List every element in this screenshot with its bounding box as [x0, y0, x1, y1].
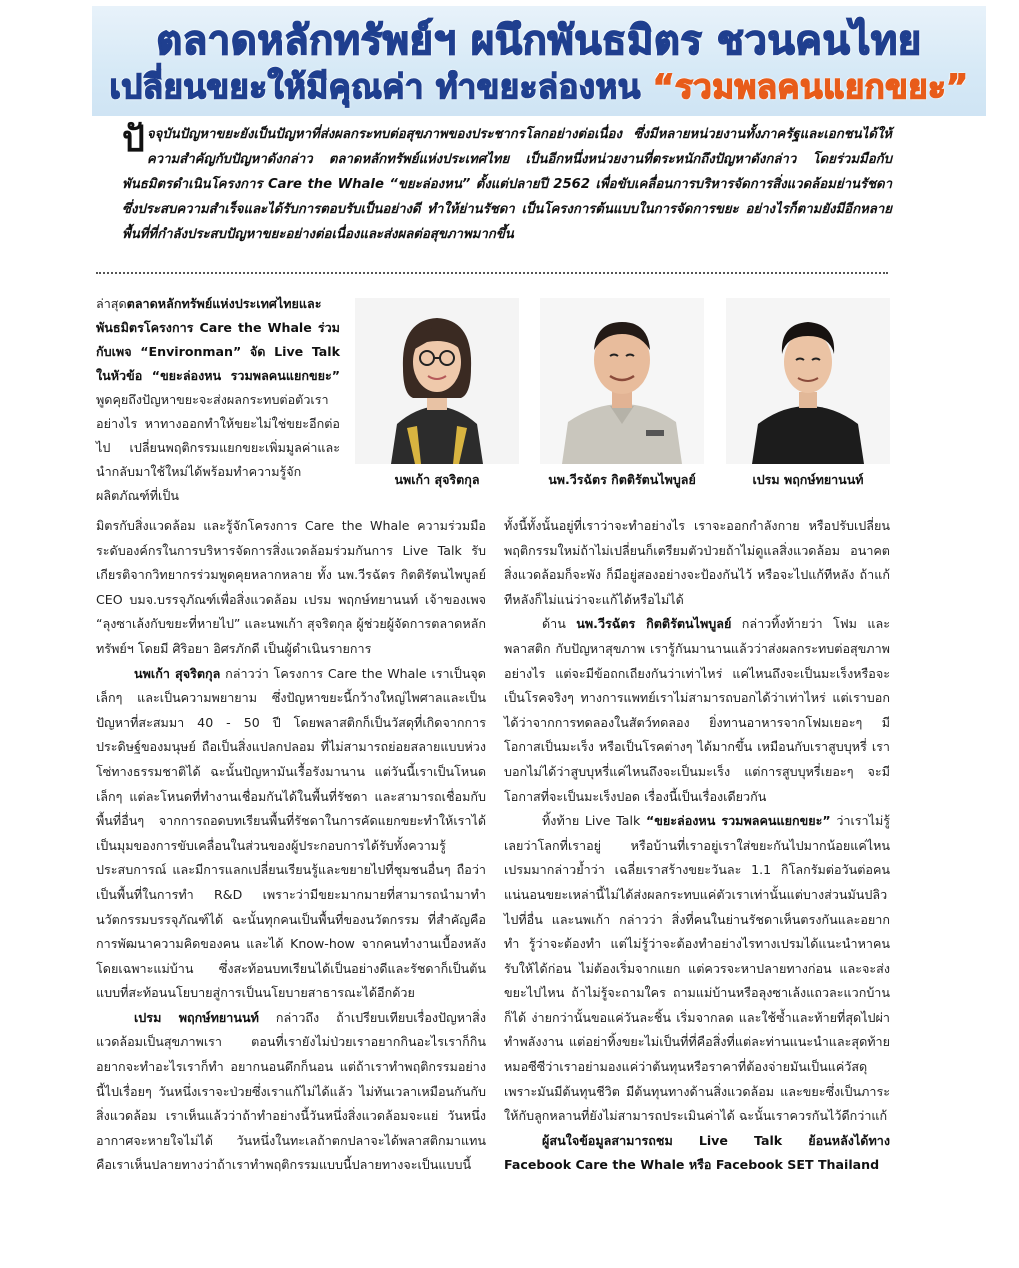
col2-paragraph-1: ทั้งนี้ทั้งนั้นอยู่ที่เราว่าจะทำอย่างไร เราจะออกกำลังกาย หรือปรับเปลี่ยนพฤติกรรมใหม่ถ้าไม่เปลี่ยนก็เตรียมตัวป่วยถ้าไม่ดูแลสิ่งแวดล้อม อนาคตสิ่งแวดล้อมก็จะพัง ก็มีอยู่สองอย่างจะป้องกันไว้ หรือจะไปแก้ทีหลัง ถ้าแก้ทีหลังก็ไม่แน่ว่าจะแก้ได้หรือไม่ได้ [504, 518, 890, 607]
col2-paragraph-3-lead: ทิ้งท้าย Live Talk [542, 813, 646, 829]
portrait-photo-weerachat [540, 298, 704, 464]
caption-prem: เปรม พฤกษ์ทยานนท์ [752, 472, 864, 487]
portrait-photo-prem [726, 298, 890, 464]
article-column-left [96, 514, 486, 1178]
col2-paragraph-3 [504, 809, 890, 1129]
col2-paragraph-2 [504, 612, 890, 809]
lead-text-1: ล่าสุด [96, 296, 127, 311]
intro-text: จจุบันปัญหาขยะยังเป็นปัญหาที่ส่งผลกระทบต่อสุขภาพของประชากรโลกอย่างต่อเนื่อง ซึ่งมีหลายหน่วยงานทั้งภาครัฐและเอกชนได้ให้ความสำคัญกับปัญหาดังกล่าว ตลาดหลักทรัพย์แห่งประเทศไทย เป็นอีกหนึ่งหน่วยงานที่ตระหนักถึงปัญหาดังกล่าว โดยร่วมมือกับพันธมิตรดำเนินโครงการ Care the Whale “ขยะล่องหน” ตั้งแต่ปลายปี 2562 เพื่อขับเคลื่อนการบริหารจัดการสิ่งแวดล้อมย่านรัชดา ซึ่งประสบความสำเร็จและได้รับการตอบรับเป็นอย่างดี ทำให้ย่านรัชดา เป็นโครงการต้นแบบในการจัดการขยะ อย่างไรก็ตามยังมีอีกหลายพื้นที่ที่กำลังประสบปัญหาขยะอย่างต่อเนื่องและส่งผลต่อสุขภาพมากขึ้น [122, 127, 892, 242]
lead-paragraph [96, 292, 340, 508]
col1-paragraph-2-text: กล่าวว่า โครงการ Care the Whale เราเป็นจุดเล็กๆ และเป็นความพยายาม ซึ่งปัญหาขยะนี้กว้างใหญ่ไพศาลและเป็นปัญหาที่สะสมมา 40 - 50 ปี โดยพลาสติกก็เป็นวัสดุที่เกิดจากการประดิษฐ์ของมนุษย์ ถือเป็นสิ่งแปลกปลอม ที่ไม่สามารถย่อยสลายแบบห่วงโซ่ทางธรรมชาติได้ ฉะนั้นปัญหามันเรื้อรังมานาน แต่วันนี้เราเป็นโหนดเล็กๆ แต่ละโหนดที่ทำงานเชื่อมกันได้ในพื้นที่รัชดา และสามารถเชื่อมกับพื้นที่อื่นๆ จากการถอดบทเรียนพื้นที่รัชดาในการคัดแยกขยะทำให้เราได้เป็นมุมของการขับเคลื่อนในส่วนของผู้ประกอบการได้รับทั้งความรู้ ประสบการณ์ และมีการแลกเปลี่ยนเรียนรู้และขยายไปที่ชุมชนอื่นๆ ถือว่าเป็นพื้นที่ในการทำ R&D เพราะว่ามีขยะมากมายที่สามารถนำมาทำนวัตกรรมบรรจุภัณฑ์ได้ ฉะนั้นทุกคนเป็นพื้นที่ของนวัตกรรม ที่สำคัญคือการพัฒนาความคิดของคน และได้ Know-how จากคนทำงานเบื้องหลัง โดยเฉพาะแม่บ้าน ซึ่งสะท้อนบทเรียนได้เป็นอย่างดีและรัชดาก็เป็นต้นแบบที่สะท้อนนโยบายสู่การเป็นนโยบายสาธารณะได้อีกด้วย [96, 665, 486, 1001]
col1-paragraph-3-text: กล่าวถึง ถ้าเปรียบเทียบเรื่องปัญหาสิ่งแวดล้อมเป็นสุขภาพเรา ตอนที่เรายังไม่ป่วยเราอยากกินอะไรเราก็กิน อยากจะทำอะไรเราก็ทำ อยากนอนดึกก็นอน แต่ถ้าเราทำพฤติกรรมอย่างนี้ไปเรื่อยๆ วันหนึ่งเราจะป่วยซึ่งเราแก้ไม่ได้แล้ว ไม่ทันเวลาเหมือนกันกับสิ่งแวดล้อม เราเห็นแล้วว่าถ้าทำอย่างนี้วันหนึ่งสิ่งแวดล้อมจะแย่ วันหนึ่งอากาศจะหายใจไม่ได้ วันหนึ่งในทะเลถ้าตกปลาจะได้พลาสติกมาแทน คือเราเห็นปลายทางว่าถ้าเราทำพฤติกรรมแบบนี้ปลายทางจะเป็นแบบนี้ [96, 1009, 486, 1173]
headline-line-1: ตลาดหลักทรัพย์ฯ ผนึกพันธมิตร ชวนคนไทย [156, 18, 922, 64]
col2-paragraph-2-lead: ด้าน [542, 616, 577, 632]
speaker-name-nopkao: นพเก้า สุจริตกุล [134, 665, 221, 681]
col1-paragraph-3 [96, 1006, 486, 1178]
col2-paragraph-3-text: ว่าเราไม่รู้เลยว่าโลกที่เราอยู่ หรือบ้านที่เราอยู่เราใส่ขยะกันไปมากน้อยแค่ไหน เปรมมากล่าวย้ำว่า เฉลี่ยเราสร้างขยะวันละ 1.1 กิโลกรัมต่อวันต่อคน แน่นอนขยะเหล่านี้ไม่ได้ส่งผลกระทบแค่ตัวเราเท่านั้นแต่บางส่วนมันปลิวไปที่อื่น และนพเก้า กล่าวว่า สิ่งที่คนในย่านรัชดาเห็นตรงกันและอยากทำ รู้ว่าจะต้องทำ แต่ไม่รู้ว่าจะต้องทำอย่างไรทางเปรมได้แนะนำหาคนรับให้ได้ก่อน ไม่ต้องเริ่มจากแยก แต่ควรจะหาปลายทางก่อน และจะส่งขยะไปไหน ถ้าไม่รู้จะถามใคร ถามแม่บ้านหรือลุงซาเล้งแถวละแวกบ้านก็ได้ ง่ายกว่านั้นขอแค่วันละชิ้น เริ่มจากลด และใช้ซ้ำและท้ายที่สุดไปผ่าทำพลังงาน แต่อย่าทิ้งขยะไม่เป็นที่ที่คือสิ่งที่แต่ละท่านแนะนำและสุดท้าย หมอซีซีว่าเราอย่ามองแค่ว่าต้นทุนหรือราคาที่ต้องจ่ายมันเป็นแค่วัสดุเพราะมันมีต้นทุนชีวิต มีต้นทุนทางด้านสิ่งแวดล้อม และขยะซึ่งเป็นภาระให้กับลูกหลานที่ยังไม่สามารถประเมินค่าได้ ฉะนั้นเราควรกันไว้ดีกว่าแก้ [504, 813, 891, 1124]
portrait-photo-nopkao [355, 298, 519, 464]
section-divider [96, 272, 888, 274]
drop-cap: ปั [122, 119, 145, 160]
caption-weerachat: นพ.วีรฉัตร กิตติรัตนไพบูลย์ [548, 472, 696, 487]
headline-line-2 [92, 60, 986, 113]
caption-nopkao: นพเก้า สุจริตกุล [394, 472, 480, 487]
col2-paragraph-2-text: กล่าวทิ้งท้ายว่า โฟม และพลาสติก กับปัญหาสุขภาพ เรารู้กันมานานแล้วว่าส่งผลกระทบต่อสุขภาพอย่างไร แต่จะมีข้อถกเถียงกันว่าเท่าไหร่ แค่ไหนถึงจะเป็นมะเร็งหรือจะเป็นโรคจริงๆ ทางการแพทย์เราไม่สามารถบอกได้ว่าเท่าไหร่ แต่เราบอกได้ว่าจากการทดลองในสัตว์ทดลอง ยิ่งทานอาหารจากโฟมเยอะๆ มีโอกาสเป็นมะเร็ง หรือเป็นโรคต่างๆ ได้มากขึ้น เหมือนกับเราสูบบุหรี่ เราบอกไม่ได้ว่าสูบบุหรี่แค่ไหนถึงจะเป็นมะเร็ง แต่การสูบบุหรี่เยอะๆ จะมีโอกาสที่จะเป็นมะเร็งปอด เรื่องนี้เป็นเรื่องเดียวกัน [504, 616, 890, 804]
article-column-right [504, 514, 890, 1178]
closing-note: ผู้สนใจข้อมูลสามารถชม Live Talk ย้อนหลังได้ทาง Facebook Care the Whale หรือ Facebook SET Thailand [504, 1132, 890, 1173]
col2-paragraph-4 [504, 1129, 890, 1178]
intro-paragraph [122, 119, 892, 247]
headline-line-2-prefix: เปลี่ยนขยะให้มีคุณค่า ทำขยะล่องหน [109, 67, 653, 106]
speaker-name-weerachat: นพ.วีรฉัตร กิตติรัตนไพบูลย์ [576, 616, 732, 632]
lead-text-2: พูดคุยถึงปัญหาขยะจะส่งผลกระทบต่อตัวเราอย่างไร หาทางออกทำให้ขยะไม่ใช่ขยะอีกต่อไป เปลี่ยนพฤติกรรมแยกขยะเพิ่มมูลค่าและนำกลับมาใช้ใหม่ได้พร้อมทำความรู้จักผลิตภัณฑ์ที่เป็น [96, 392, 340, 503]
lead-bold: ตลาดหลักทรัพย์แห่งประเทศไทยและพันธมิตรโครงการ Care the Whale ร่วมกับเพจ “Environman” จัด Live Talk ในหัวข้อ “ขยะล่องหน รวมพลคนแยกขยะ” [96, 296, 340, 383]
event-title: “ขยะล่องหน รวมพลคนแยกขยะ” [645, 813, 831, 829]
col1-paragraph-2 [96, 662, 486, 1006]
col1-paragraph-1: มิตรกับสิ่งแวดล้อม และรู้จักโครงการ Care the Whale ความร่วมมือระดับองค์กรในการบริหารจัดการสิ่งแวดล้อมร่วมกันการ Live Talk รับเกียรติจากวิทยากรร่วมพูดคุยหลากหลาย ทั้ง นพ.วีรฉัตร กิตติรัตนไพบูลย์ CEO บมจ.บรรจุภัณฑ์เพื่อสิ่งแวดล้อม เปรม พฤกษ์ทยานนท์ เจ้าของเพจ “ลุงซาเล้งกับขยะที่หายไป” และนพเก้า สุจริตกุล ผู้ช่วยผู้จัดการตลาดหลักทรัพย์ฯ โดยมี ศิริอยา อิศรภักดี เป็นผู้ดำเนินรายการ [96, 518, 486, 656]
speaker-name-prem: เปรม พฤกษ์ทยานนท์ [134, 1009, 259, 1025]
campaign-name: “รวมพลคนแยกขยะ” [652, 67, 969, 106]
